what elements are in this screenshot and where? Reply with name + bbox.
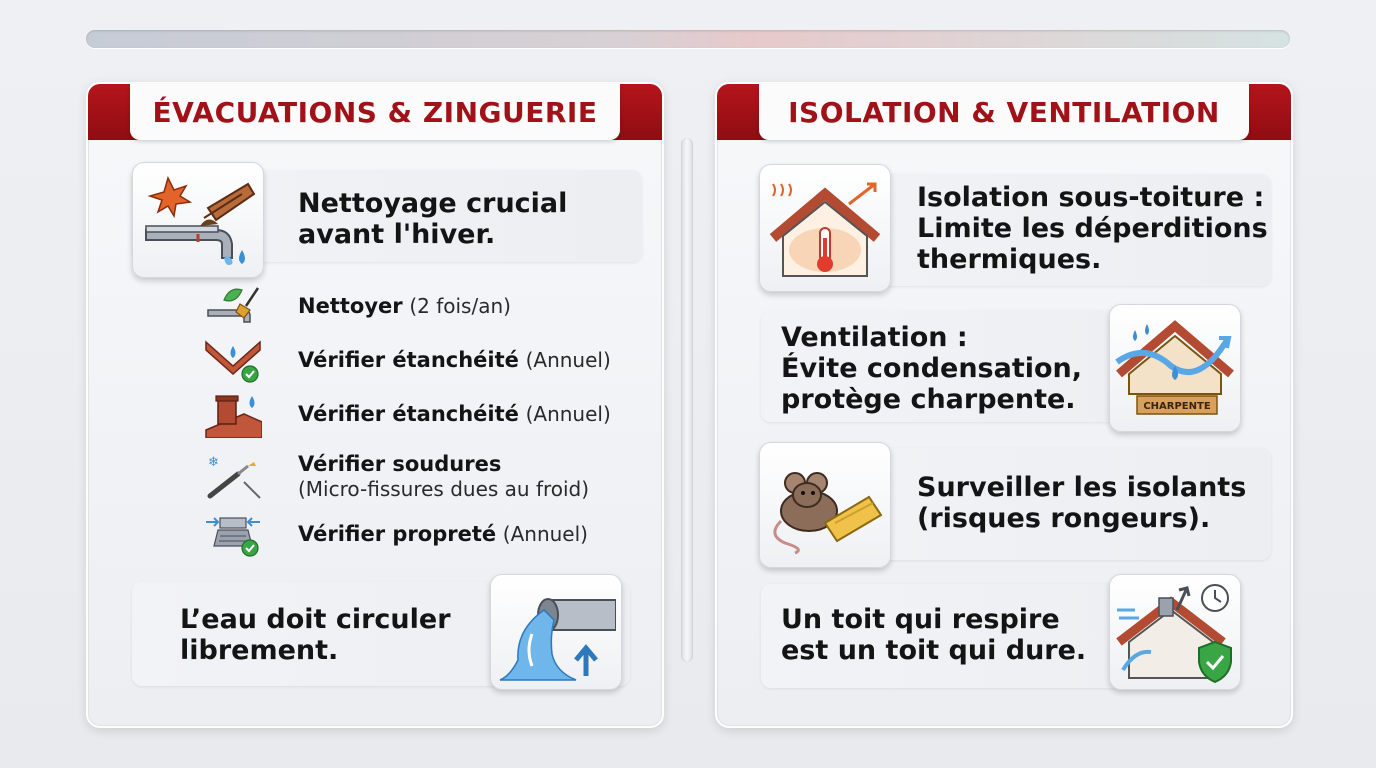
checklist-item [204,284,644,330]
gutter-leaves-icon [132,162,264,278]
checklist-item [204,338,644,384]
footer-text: L’eau doit circuler librement. [180,604,451,666]
panel-divider [681,138,693,662]
panel-title: ÉVACUATIONS & ZINGUERIE [130,84,620,140]
info-text: Isolation sous-toiture : Limite les déperditions thermiques. [917,182,1268,275]
valley-flashing-check-icon [204,338,262,384]
panel-evacuations-zinguerie [86,82,664,728]
info-text: Surveiller les isolants (risques rongeurs). [917,472,1247,534]
chimney-flashing-icon [204,392,262,438]
roof-thermometer-icon [759,164,891,292]
checklist-note: (Annuel) [525,348,611,372]
rodent-insulation-icon [759,442,891,568]
welding-torch-icon [204,448,262,502]
panel-title: ISOLATION & VENTILATION [759,84,1249,140]
roof-vent-check-icon [204,512,262,558]
checklist-note: (2 fois/an) [409,294,511,318]
checklist-label: Vérifier propreté [298,522,497,546]
gutter-brush-icon [204,284,262,330]
breathing-roof-shield-icon [1109,574,1241,690]
checklist-label: Nettoyer [298,294,403,318]
attic-ventilation-icon [1109,304,1241,432]
checklist-label: Vérifier étanchéité [298,402,519,426]
panel-isolation-ventilation [715,82,1293,728]
intro-text: Nettoyage crucial avant l'hiver. [298,188,568,250]
checklist-item [204,512,644,558]
checklist-label: Vérifier soudures [298,452,502,476]
checklist-item [204,392,644,438]
footer-text: Un toit qui respire est un toit qui dure. [781,604,1087,666]
checklist-note: (Micro-fissures dues au froid) [298,477,590,501]
checklist-note: (Annuel) [502,522,588,546]
checklist-item [204,448,644,502]
checklist-note: (Annuel) [525,402,611,426]
checklist-label: Vérifier étanchéité [298,348,519,372]
svg-text:❄: ❄ [208,455,219,470]
info-text: Ventilation : Évite condensation, protège charpente. [781,322,1083,415]
pipe-water-flow-icon [490,574,622,690]
top-decorative-bar [86,30,1290,48]
charpente-label: CHARPENTE [1143,401,1211,412]
